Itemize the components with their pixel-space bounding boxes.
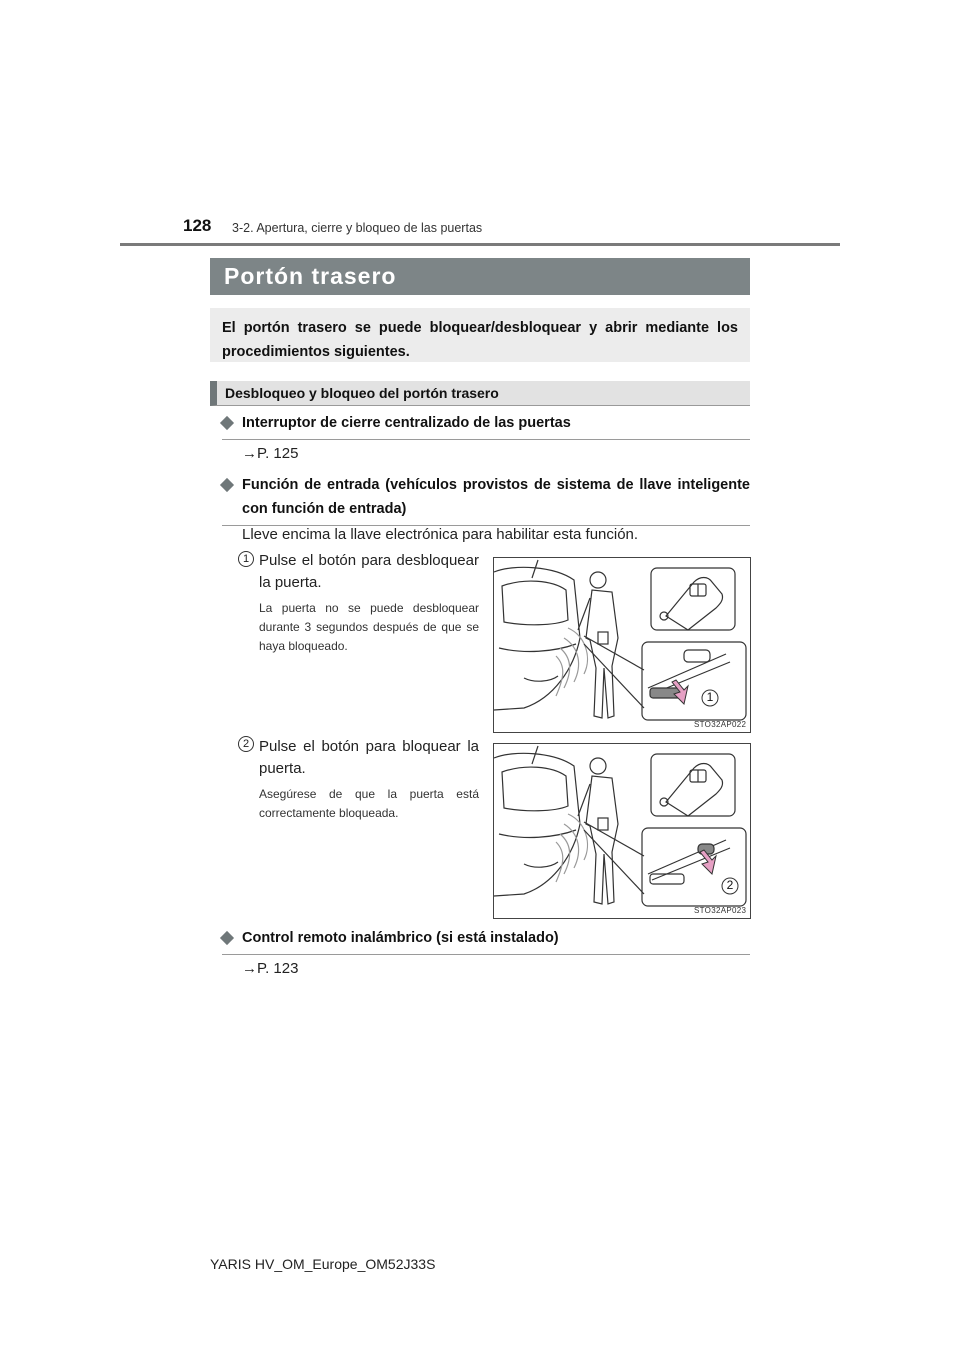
intro-box: El portón trasero se puede bloquear/desbloquear y abrir mediante los procedimientos siguientes. [210,308,750,362]
item-heading-central-lock [222,411,750,440]
section-label: 3-2. Apertura, cierre y bloqueo de las puertas [232,221,483,235]
diamond-bullet-icon [220,416,234,430]
step-note: La puerta no se puede desbloquear durante 3 segundos después de que se haya bloqueado. [259,601,479,653]
step-instruction: Pulse el botón para desbloquear la puerta. [259,552,479,591]
step-instruction: Pulse el botón para bloquear la puerta. [259,738,479,777]
item-heading-entry-function [222,473,750,526]
diamond-bullet-icon [220,931,234,945]
page-number: 128 [183,216,212,235]
item-heading-remote-control [222,926,750,955]
lock-illustration [494,744,750,918]
page-reference: →P. 123 [242,960,299,977]
header-rule [120,243,840,246]
item-heading-text: Control remoto inalámbrico (si está instalado) [242,930,559,946]
diamond-bullet-icon [220,478,234,492]
figure-code: STO32AP023 [694,906,747,915]
figure-unlock [493,557,751,733]
step-number-badge: 2 [238,736,254,752]
subheading: Desbloqueo y bloqueo del portón trasero [210,381,750,406]
unlock-illustration [494,558,750,732]
item-heading-text: Función de entrada (vehículos provistos de sistema de llave inteligente con función de entrada) [242,477,750,517]
step-note: Asegúrese de que la puerta está correctamente bloqueada. [259,787,479,820]
item-body: Lleve encima la llave electrónica para habilitar esta función. [242,526,639,543]
step-number-badge: 1 [238,551,254,567]
page-reference: →P. 125 [242,445,299,462]
item-heading-text: Interruptor de cierre centralizado de las puertas [242,415,571,431]
figure-callout-number: 2 [726,878,734,892]
figure-lock [493,743,751,919]
page-title: Portón trasero [210,258,750,295]
document-footer: YARIS HV_OM_Europe_OM52J33S [210,1256,436,1272]
figure-code: STO32AP022 [694,720,747,729]
figure-callout-number: 1 [706,690,714,704]
